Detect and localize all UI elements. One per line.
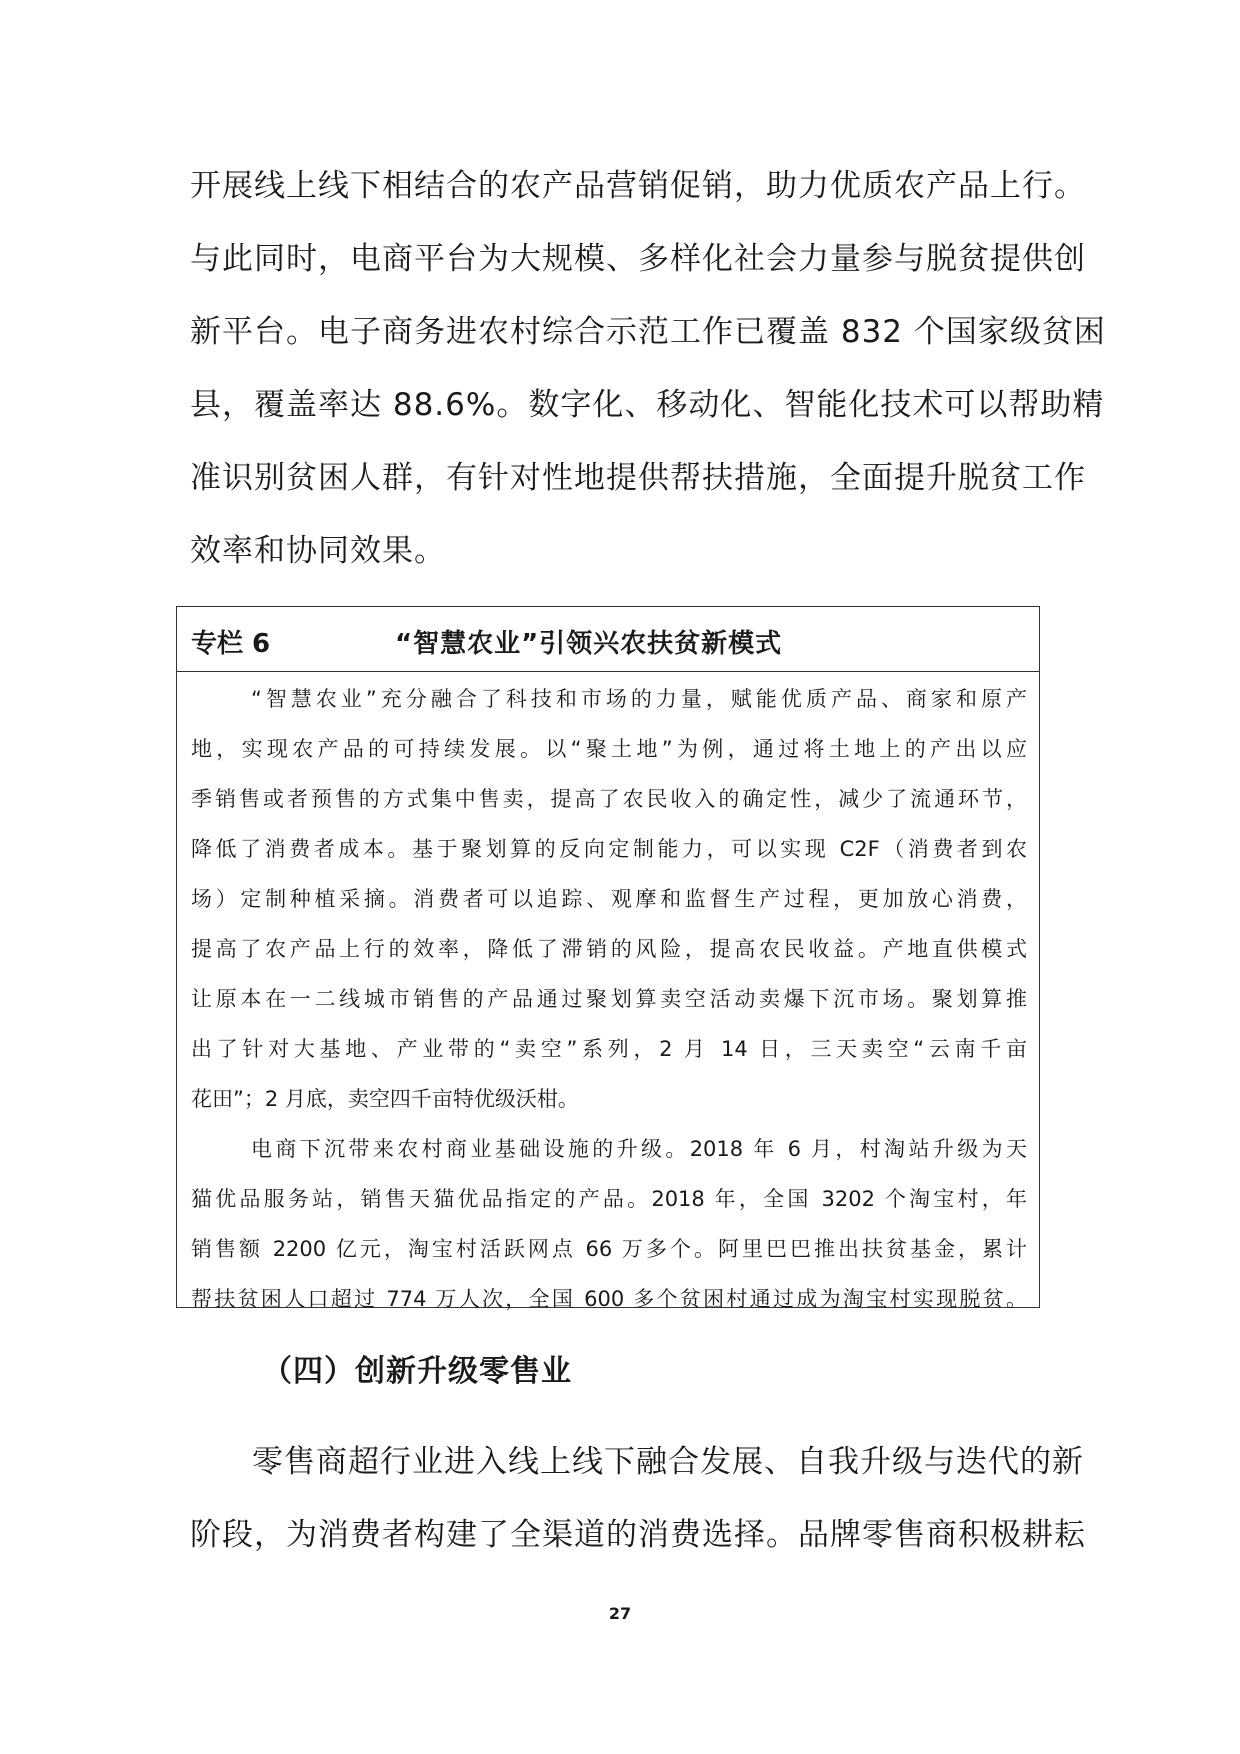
column-box-line: 降低了消费者成本。基于聚划算的反向定制能力，可以实现 C2F（消费者到农 (191, 837, 1027, 861)
paragraph-line: 与此同时，电商平台为大规模、多样化社会力量参与脱贫提供创 (190, 241, 1086, 277)
column-box-title: “智慧农业”引领兴农扶贫新模式 (395, 629, 783, 659)
column-box-line: 销售额 2200 亿元，淘宝村活跃网点 66 万多个。阿里巴巴推出扶贫基金，累计 (191, 1237, 1027, 1261)
column-box-header (177, 607, 1039, 672)
column-box-line: 地，实现农产品的可持续发展。以“聚土地”为例，通过将土地上的产出以应 (191, 737, 1027, 761)
paragraph-line: 阶段，为消费者构建了全渠道的消费选择。品牌零售商积极耕耘 (190, 1517, 1086, 1553)
column-box-line: 出了针对大基地、产业带的“卖空”系列，2 月 14 日，三天卖空“云南千亩 (191, 1037, 1027, 1061)
paragraph-line: 开展线上线下相结合的农产品营销促销，助力优质农产品上行。 (190, 168, 1086, 204)
column-box (176, 606, 1040, 1311)
column-box-line: 帮扶贫困人口超过 774 万人次，全国 600 多个贫困村通过成为淘宝村实现脱贫。 (191, 1287, 1027, 1311)
paragraph-line: 效率和协同效果。 (190, 533, 446, 569)
column-box-line: 花田”；2 月底，卖空四千亩特优级沃柑。 (191, 1087, 579, 1111)
column-box-line: 让原本在一二线城市销售的产品通过聚划算卖空活动卖爆下沉市场。聚划算推 (191, 987, 1027, 1011)
column-box-line: 提高了农产品上行的效率，降低了滞销的风险，提高农民收益。产地直供模式 (191, 937, 1027, 961)
paragraph-line: 新平台。电子商务进农村综合示范工作已覆盖 832 个国家级贫困 (190, 314, 1106, 350)
paragraph-line: 零售商超行业进入线上线下融合发展、自我升级与迭代的新 (252, 1444, 1084, 1480)
paragraph-line: 县，覆盖率达 88.6%。数字化、移动化、智能化技术可以帮助精 (190, 387, 1105, 423)
paragraph-line: 准识别贫困人群，有针对性地提供帮扶措施，全面提升脱贫工作 (190, 460, 1086, 496)
column-box-label: 专栏 6 (191, 629, 271, 659)
page-number: 27 (608, 1604, 632, 1623)
column-box-line: 猫优品服务站，销售天猫优品指定的产品。2018 年，全国 3202 个淘宝村，年 (191, 1187, 1027, 1211)
column-box-line: 电商下沉带来农村商业基础设施的升级。2018 年 6 月，村淘站升级为天 (251, 1137, 1027, 1161)
column-box-line: 场）定制种植采摘。消费者可以追踪、观摩和监督生产过程，更加放心消费， (191, 887, 1027, 911)
column-box-line: “智慧农业”充分融合了科技和市场的力量，赋能优质产品、商家和原产 (251, 687, 1027, 711)
section-heading: （四）创新升级零售业 (262, 1354, 572, 1389)
column-box-line: 季销售或者预售的方式集中售卖，提高了农民收入的确定性，减少了流通环节， (191, 787, 1027, 811)
